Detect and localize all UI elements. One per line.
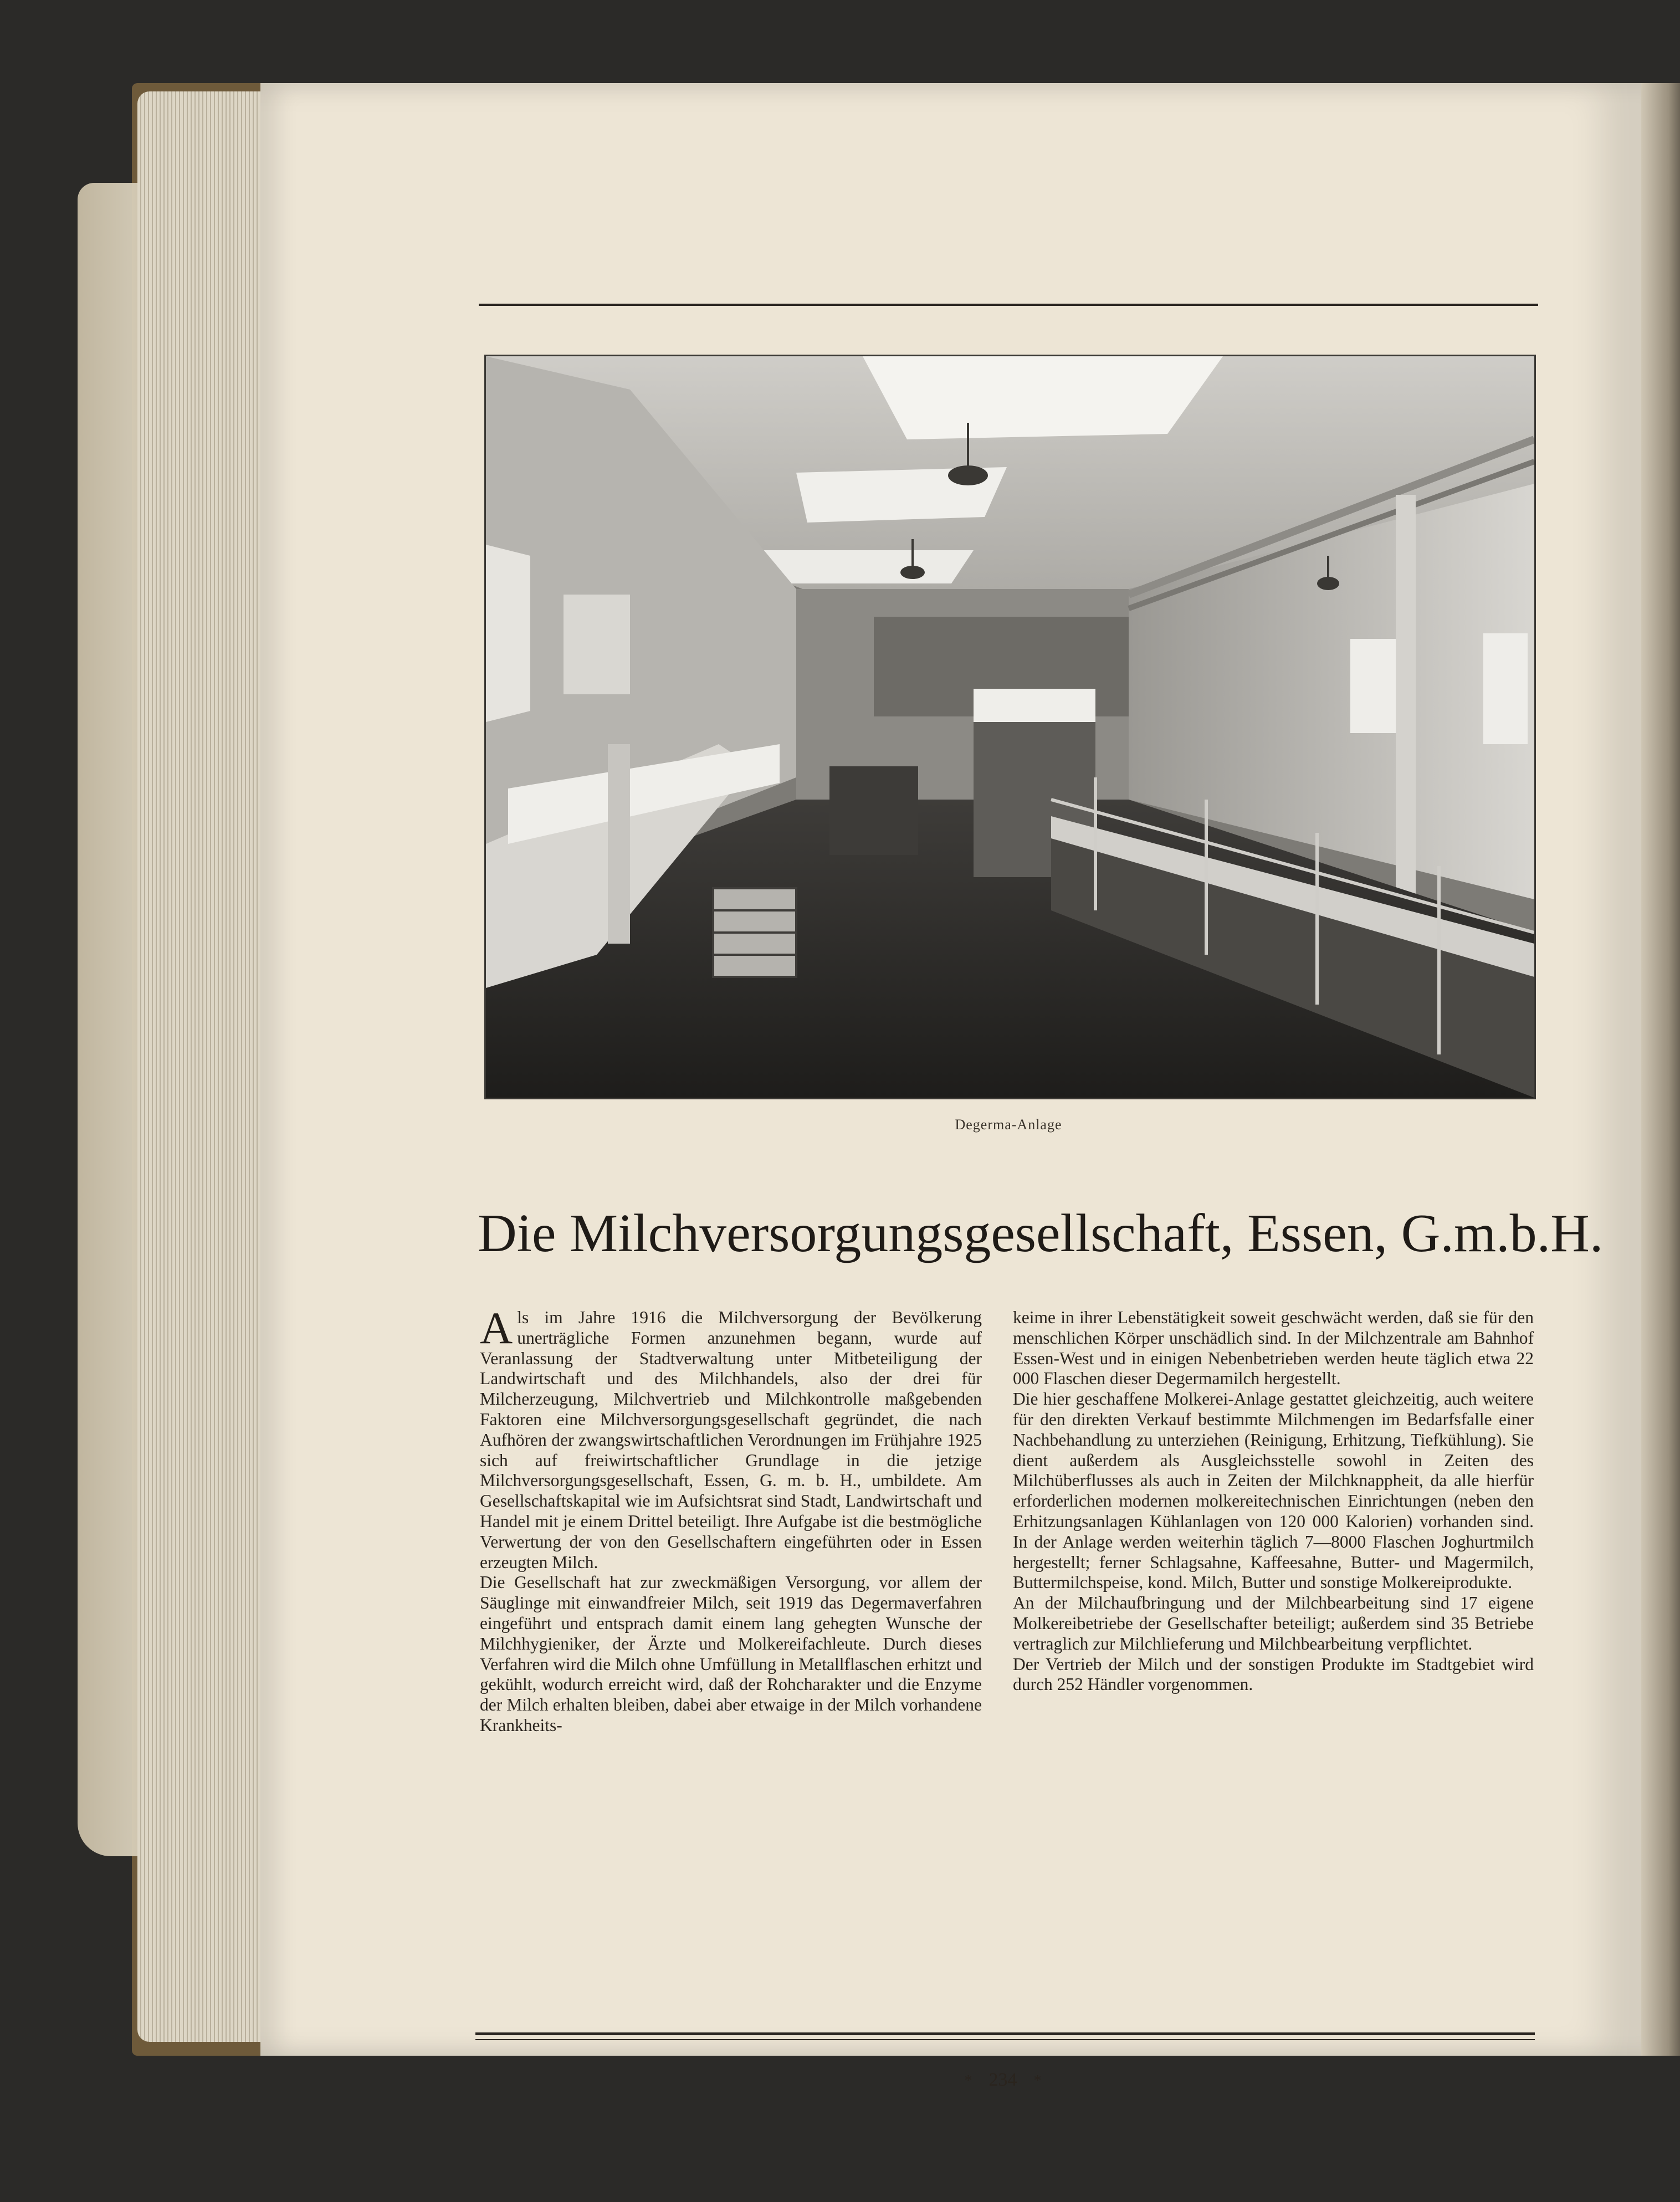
dairy-plant-photo xyxy=(484,355,1536,1099)
drop-cap: A xyxy=(480,1303,513,1353)
top-rule xyxy=(479,304,1538,306)
paragraph: Die Gesellschaft hat zur zweckmäßigen Versorgung, vor allem der Säuglinge mit einwandfreier Milch, seit 1919 das Degermaverfahren eingeführt und entsprach damit einem lang gehegten Wunsche der Milchhygieniker, der Ärzte und Molkereifachleute. Durch dieses Verfahren wird die Milch ohne Umfüllung in Metallflaschen erhitzt und gekühlt, wodurch erreicht wird, daß der Rohcharakter und die Enzyme der Milch erhalten bleiben, dabei aber etwaige in der Milch vorhandene Krankheits- xyxy=(480,1573,982,1735)
text-column-left xyxy=(480,1303,982,1736)
star-ornament-left: * xyxy=(964,2072,972,2090)
text-column-right xyxy=(1013,1308,1534,1695)
paragraph: Die hier geschaffene Molkerei-Anlage gestattet gleichzeitig, auch weitere für den direkten Verkauf bestimmte Milchmengen im Bedarfsfalle einer Nachbehandlung zu unterziehen (Reinigung, Erhitzung, Tiefkühlung). Sie dient außerdem als Ausgleichsstelle sowohl in Zeiten des Milchüberflusses als auch in Zeiten der Milchknappheit, da alle hierfür erforderlichen modernen molkereitechnischen Einrichtungen (neben den Erhitzungsanlagen Kühlanlagen von 120 000 Kalorien) vorhanden sind. In der Anlage werden weiterhin täglich 7—8000 Flaschen Joghurtmilch hergestellt; ferner Schlagsahne, Kaffeesahne, Butter- und Magermilch, Buttermilchspeise, kond. Milch, Butter und sonstige Molkereiprodukte. xyxy=(1013,1389,1534,1592)
page-footer xyxy=(864,2070,1141,2091)
bottom-rule-thin xyxy=(475,2039,1535,2040)
paragraph: keime in ihrer Lebenstätigkeit soweit geschwächt werden, daß sie für den menschlichen Körper unschädlich sind. In der Milchzentrale am Bahnhof Essen-West und in einigen Nebenbetrieben werden heute täglich etwa 22 000 Flaschen dieser Degermamilch hergestellt. xyxy=(1013,1308,1534,1389)
paragraph-text: ls im Jahre 1916 die Milchversorgung der Bevölkerung unerträgliche Formen anzunehmen begann, wurde auf Veranlassung der Stadtverwaltung unter Mitbeteiligung der Landwirtschaft und des Milchhandels, also der drei für Milcherzeugung, Milchvertrieb und Milchkontrolle maßgebenden Faktoren eine Milchversorgungsgesellschaft gegründet, die nach Aufhören der zwangswirtschaftlichen Verordnungen im Frühjahre 1925 sich auf freiwirtschaftlicher Grundlage in die jetzige Milchversorgungsgesellschaft, Essen, G. m. b. H., umbildete. Am Gesellschaftskapital wie im Aufsichtsrat sind Stadt, Landwirtschaft und Handel mit je einem Drittel beteiligt. Ihre Aufgabe ist die bestmögliche Verwertung der von den Gesellschaftern eingeführten oder in Essen erzeugten Milch. xyxy=(480,1308,982,1572)
bottom-rule-thick xyxy=(475,2032,1535,2035)
star-ornament-right: * xyxy=(1033,2072,1042,2090)
paragraph xyxy=(480,1303,982,1573)
page-stack-edge xyxy=(137,91,270,2042)
page-number: 234 xyxy=(988,2070,1017,2090)
paragraph: Der Vertrieb der Milch und der sonstigen Produkte im Stadtgebiet wird durch 252 Händler vorgenommen. xyxy=(1013,1654,1534,1694)
paragraph: An der Milchaufbringung und der Milchbearbeitung sind 17 eigene Molkereibetriebe der Gesellschafter beteiligt; außerdem sind 35 Betriebe vertraglich zur Milchlieferung und Milchbearbeitung verpflichtet. xyxy=(1013,1593,1534,1653)
photo-caption: Degerma-Anlage xyxy=(955,1117,1062,1133)
article-title: Die Milchversorgungsgesellschaft, Essen, G.m.b.H. xyxy=(478,1204,1604,1263)
book-gutter xyxy=(1641,83,1680,2056)
